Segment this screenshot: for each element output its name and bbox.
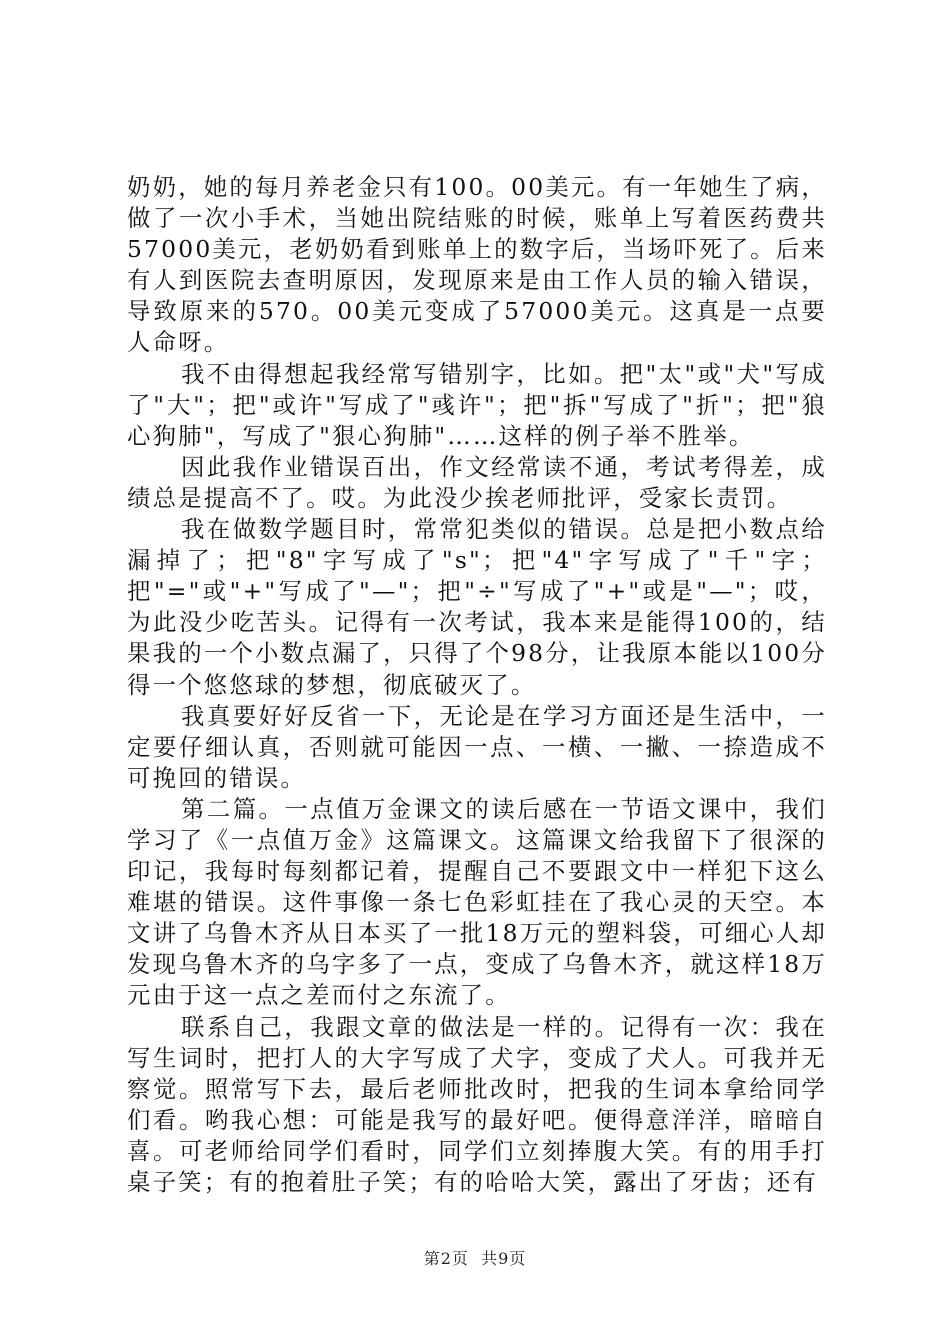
- paragraph-1: 奶奶，她的每月养老金只有100。00美元。有一年她生了病，做了一次小手术，当她出院结账的时候，账单上写着医药费共57000美元，老奶奶看到账单上的数字后，当场吓死了。后来有人到医院去查明原因，发现原来是由工作人员的输入错误，导致原来的570。00美元变成了57000美元。这真是一点要人命呀。: [127, 173, 827, 357]
- paragraph-2: 我不由得想起我经常写错别字，比如。把"太"或"犬"写成了"大"；把"或许"写成了"彧许"；把"拆"写成了"折"；把"狼心狗肺"，写成了"狠心狗肺"……这样的例子举不胜举。: [127, 359, 827, 450]
- page-footer: [0, 1246, 950, 1269]
- document-body: [127, 172, 827, 1198]
- footer-separator: [469, 1249, 481, 1268]
- page-total: 共9页: [481, 1249, 527, 1268]
- paragraph-5: 我真要好好反省一下，无论是在学习方面还是生活中，一定要仔细认真，否则就可能因一点、一横、一撇、一捺造成不可挽回的错误。: [127, 701, 827, 792]
- paragraph-6: 第二篇。一点值万金课文的读后感在一节语文课中，我们学习了《一点值万金》这篇课文。这篇课文给我留下了很深的印记，我每时每刻都记着，提醒自己不要跟文中一样犯下这么难堪的错误。这件事像一条七色彩虹挂在了我心灵的天空。本文讲了乌鲁木齐从日本买了一批18万元的塑料袋，可细心人却发现乌鲁木齐的乌字多了一点，变成了乌鲁木齐，就这样18万元由于这一点之差而付之东流了。: [127, 794, 827, 1010]
- paragraph-7: 联系自己，我跟文章的做法是一样的。记得有一次：我在写生词时，把打人的大字写成了犬字，变成了犬人。可我并无察觉。照常写下去，最后老师批改时，把我的生词本拿给同学们看。哟我心想：可能是我写的最好吧。便得意洋洋，暗暗自喜。可老师给同学们看时，同学们立刻捧腹大笑。有的用手打桌子笑；有的抱着肚子笑；有的哈哈大笑，露出了牙齿；还有: [127, 1012, 827, 1196]
- paragraph-4: 我在做数学题目时，常常犯类似的错误。总是把小数点给漏掉了；把"8"字写成了"s"；把"4"字写成了"千"字；把"="或"+"写成了"—"；把"÷"写成了"+"或是"—"；哎，为此没少吃苦头。记得有一次考试，我本来是能得100的，结果我的一个小数点漏了，只得了个98分，让我原本能以100分得一个悠悠球的梦想，彻底破灭了。: [127, 515, 827, 699]
- page-number: 第2页: [423, 1249, 469, 1268]
- paragraph-3: 因此我作业错误百出，作文经常读不通，考试考得差，成绩总是提高不了。哎。为此没少挨老师批评，受家长责罚。: [127, 452, 827, 512]
